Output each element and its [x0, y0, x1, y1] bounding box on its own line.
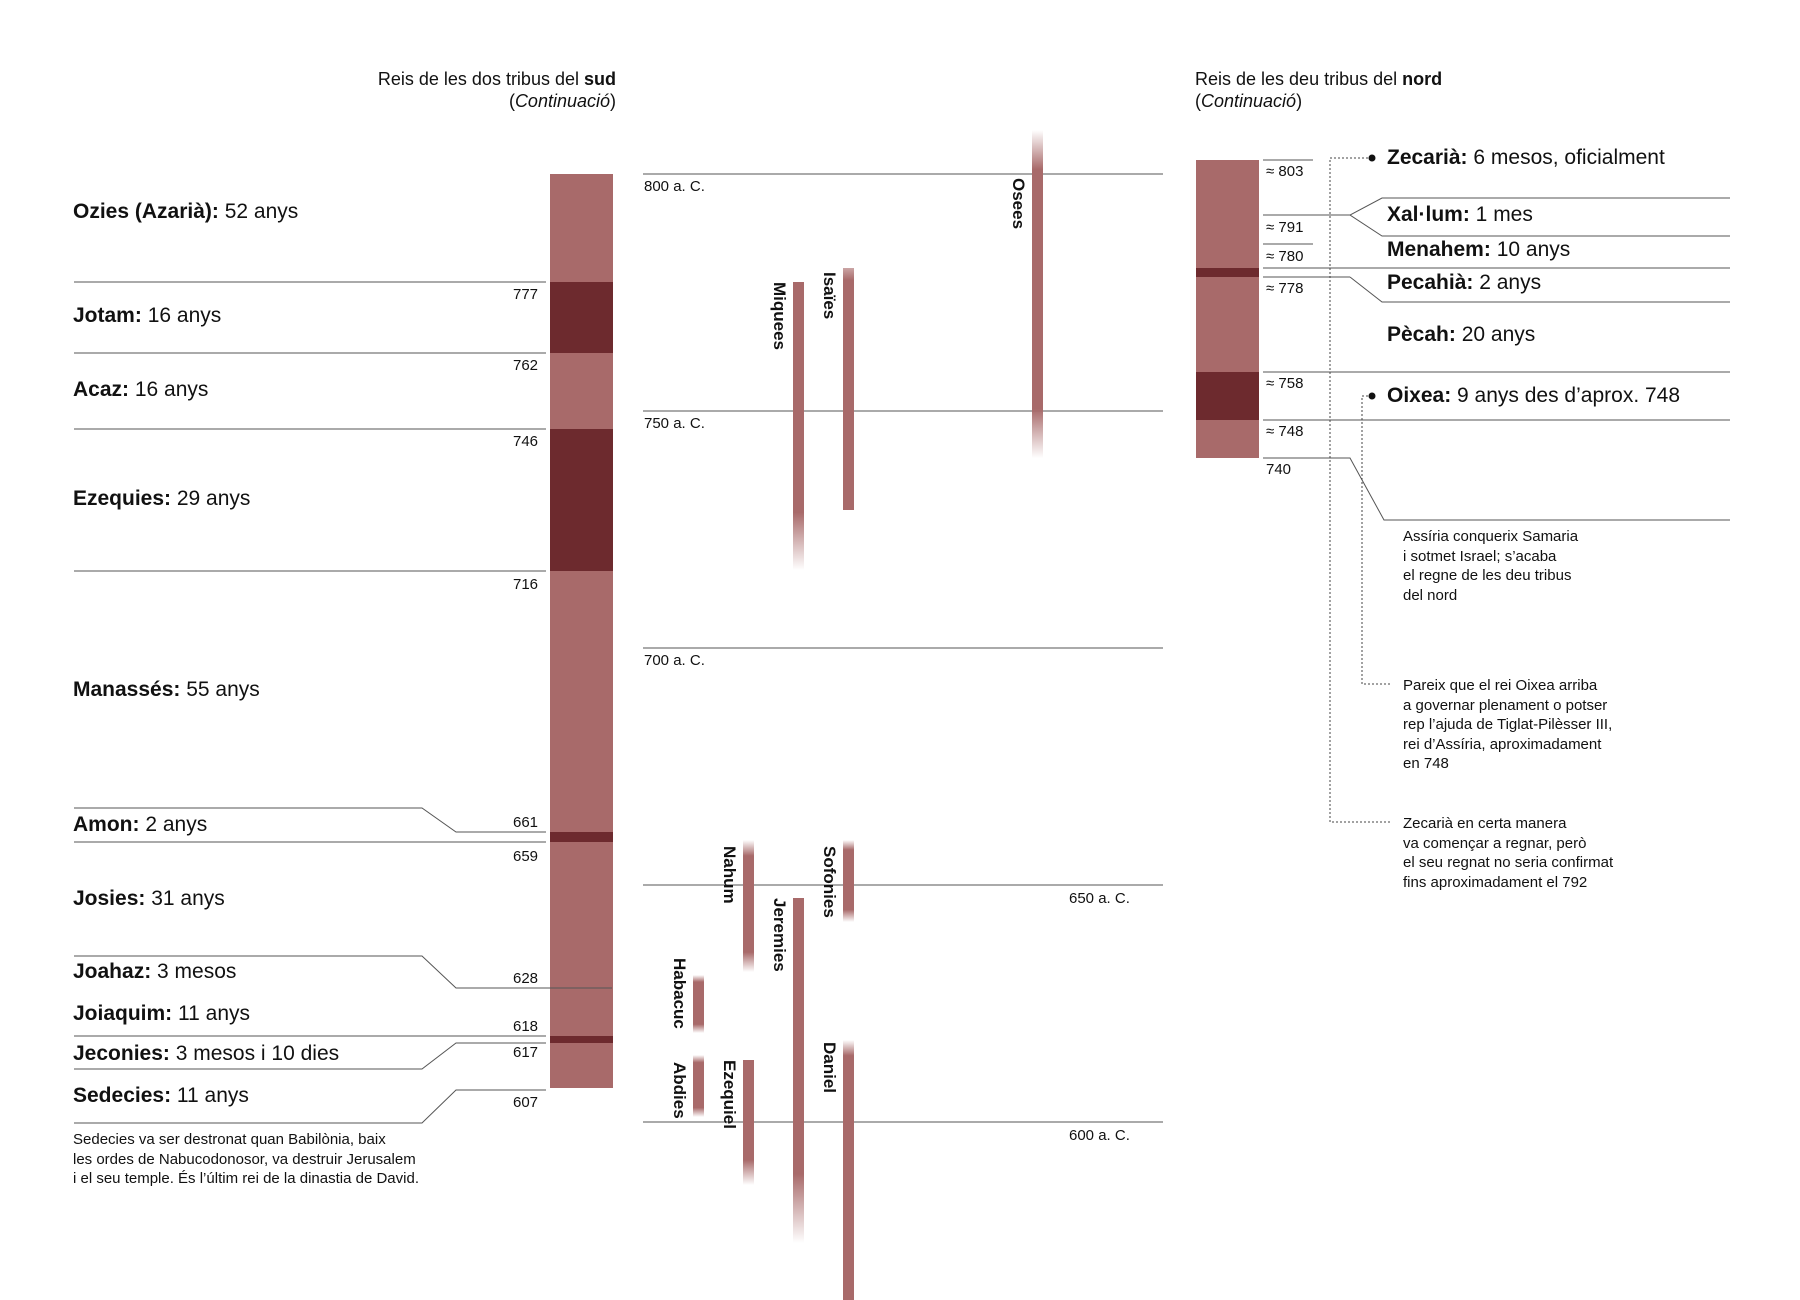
king-xallum [1387, 203, 1533, 227]
king-joahaz [73, 960, 236, 984]
king-name: Xal·lum: [1387, 203, 1470, 226]
reign-segment [550, 832, 613, 842]
year-label: ≈ 780 [1266, 248, 1304, 265]
king-name: Ezequies: [73, 487, 172, 510]
king-name: Pecahià: [1387, 271, 1474, 294]
king-jotam [73, 304, 221, 328]
king-reign: 2 anys [139, 813, 208, 836]
king-acaz [73, 378, 208, 402]
king-reign: 20 anys [1455, 323, 1536, 346]
prophet-sofonies: Sofonies [820, 846, 839, 918]
year-label: ≈ 803 [1266, 163, 1304, 180]
king-pecahia [1387, 271, 1541, 295]
king-name: Sedecies: [73, 1084, 172, 1107]
king-sedecies [73, 1084, 249, 1108]
year-label: ≈ 778 [1266, 280, 1304, 297]
king-reign: 2 anys [1473, 271, 1542, 294]
king-reign: 52 anys [218, 200, 299, 223]
king-reign: 16 anys [141, 304, 222, 327]
prophet-nahum: Nahum [720, 846, 739, 904]
south-header-paren-open: ( [508, 91, 515, 111]
year-label: ≈ 758 [1266, 375, 1304, 392]
king-menahem [1387, 238, 1570, 262]
king-name: Pècah: [1387, 323, 1456, 346]
prophet-bars [693, 130, 1043, 1300]
reign-segment [550, 571, 613, 832]
prophet-bar-abdies [693, 1055, 704, 1117]
king-name: Manassés: [73, 678, 181, 701]
prophet-bar-sofonies [843, 840, 854, 922]
reign-segment [1196, 268, 1259, 277]
year-label: 716 [513, 576, 539, 593]
prophet-jeremies: Jeremies [770, 898, 789, 972]
king-reign: 11 anys [172, 1002, 251, 1025]
king-name: Zecarià: [1387, 146, 1468, 169]
reign-segment [1196, 215, 1259, 268]
king-zecaria [1387, 146, 1665, 170]
era-label: 600 a. C. [1069, 1127, 1130, 1144]
note-zecaria: Zecarià en certa manera va començar a regnar, però el seu regnat no seria confirmat fins aproximadament el 792 [1403, 815, 1614, 891]
year-label: 661 [513, 814, 539, 831]
king-reign: 6 mesos, oficialment [1467, 146, 1665, 169]
year-label: 777 [513, 286, 539, 303]
callout-oixea [1362, 396, 1390, 684]
era-label: 650 a. C. [1069, 890, 1130, 907]
reign-segment [550, 353, 613, 429]
north-header-bold: nord [1402, 69, 1443, 89]
king-name: Joiaquim: [73, 1002, 173, 1025]
south-header-paren-close: ) [610, 91, 616, 111]
king-reign: 9 anys des d’aprox. 748 [1451, 384, 1681, 407]
year-label: 740 [1266, 461, 1292, 478]
king-ozies [73, 200, 298, 224]
prophet-bar-daniel [843, 1040, 854, 1300]
era-label: 700 a. C. [644, 652, 705, 669]
king-ezequies [73, 487, 250, 511]
prophet-bar-habacuc [693, 975, 704, 1033]
year-label: 762 [513, 357, 539, 374]
year-label: 618 [513, 1018, 539, 1035]
reign-segment [1196, 420, 1259, 458]
king-name: Jeconies: [73, 1042, 170, 1065]
king-pecah [1387, 323, 1535, 347]
prophet-miquees: Miquees [770, 282, 789, 351]
reign-segment [550, 282, 613, 353]
king-name: Menahem: [1387, 238, 1491, 261]
south-header-text: Reis de les dos tribus del [377, 69, 584, 89]
prophet-ezequiel: Ezequiel [720, 1060, 739, 1129]
era-label: 750 a. C. [644, 415, 705, 432]
separator-line [1263, 458, 1730, 520]
era-lines [643, 174, 1163, 1122]
south-separators [74, 282, 612, 1123]
south-header-bold: sud [583, 69, 616, 89]
king-reign: 16 anys [129, 378, 209, 401]
north-header-paren-open: ( [1195, 91, 1201, 111]
king-name: Josies: [73, 887, 146, 910]
note-oixea: Pareix que el rei Oixea arriba a governar plenament o potser rep l’ajuda de Tiglat-Pilèsser III, rei d’Assíria, aproximadament en 748 [1403, 677, 1613, 772]
king-reign: 55 anys [180, 678, 260, 701]
king-reign: 10 anys [1490, 238, 1571, 261]
year-label: 659 [513, 848, 539, 865]
reign-segment [550, 1036, 613, 1043]
south-header-italic: Continuació [514, 91, 610, 111]
era-label: 800 a. C. [644, 178, 705, 195]
king-name: Oixea: [1387, 384, 1452, 407]
king-oixea [1387, 384, 1680, 408]
prophet-bar-jeremies [793, 898, 804, 1243]
year-label: 746 [513, 433, 539, 450]
prophet-habacuc: Habacuc [670, 958, 689, 1029]
king-name: Acaz: [73, 378, 130, 401]
reign-segment [550, 842, 613, 1036]
year-label: 617 [513, 1044, 539, 1061]
reign-segment [1196, 160, 1259, 215]
king-joiaquim [73, 1002, 250, 1026]
prophet-bar-miquees [793, 282, 804, 570]
year-label: ≈ 748 [1266, 423, 1304, 440]
year-label: 607 [513, 1094, 539, 1111]
king-name: Joahaz: [73, 960, 152, 983]
callout-zecaria [1330, 158, 1390, 822]
king-jeconies [73, 1042, 339, 1066]
north-header-italic: Continuació [1201, 91, 1297, 111]
prophet-bar-ezequiel [743, 1060, 754, 1185]
note-assyria-conquest: Assíria conquerix Samaria i sotmet Israel; s’acaba el regne de les deu tribus del nord [1403, 528, 1579, 604]
king-reign: 11 anys [171, 1084, 249, 1107]
prophet-isaies: Isaïes [820, 272, 839, 320]
king-amon [73, 813, 207, 837]
king-name: Jotam: [73, 304, 142, 327]
north-reign-bar [1196, 160, 1259, 458]
reign-segment [1196, 277, 1259, 372]
prophet-bar-isaies [843, 268, 854, 510]
callout-dot [1369, 393, 1376, 400]
south-reign-bar [550, 174, 613, 1088]
king-reign: 3 mesos i 10 dies [169, 1042, 340, 1065]
king-josies [73, 887, 225, 911]
prophet-bar-nahum [743, 840, 754, 972]
king-reign: 1 mes [1469, 203, 1533, 226]
king-reign: 29 anys [171, 487, 251, 510]
prophet-abdies: Abdies [670, 1062, 689, 1119]
north-header-paren-close: ) [1296, 91, 1303, 111]
reign-segment [550, 429, 613, 571]
reign-segment [1196, 372, 1259, 420]
reign-segment [550, 1043, 613, 1088]
king-reign: 3 mesos [151, 960, 237, 983]
king-name: Ozies (Azarià): [73, 200, 219, 223]
prophet-daniel: Daniel [820, 1042, 839, 1094]
year-label: ≈ 791 [1266, 219, 1304, 236]
year-label: 628 [513, 970, 539, 987]
dotted-callouts [1330, 158, 1390, 822]
king-manasses [73, 678, 260, 702]
prophet-bar-osees [1032, 130, 1043, 458]
north-header-text: Reis de les deu tribus del [1195, 69, 1403, 89]
king-reign: 31 anys [145, 887, 225, 910]
callout-dot [1369, 155, 1376, 162]
prophet-osees: Osees [1009, 178, 1028, 230]
king-name: Amon: [73, 813, 140, 836]
reign-segment [550, 174, 613, 282]
south-footnote: Sedecies va ser destronat quan Babilònia, baix les ordes de Nabucodonosor, va destruir Jerusalem i el seu temple. És l’últim rei de la dinastia de David. [73, 1131, 419, 1187]
